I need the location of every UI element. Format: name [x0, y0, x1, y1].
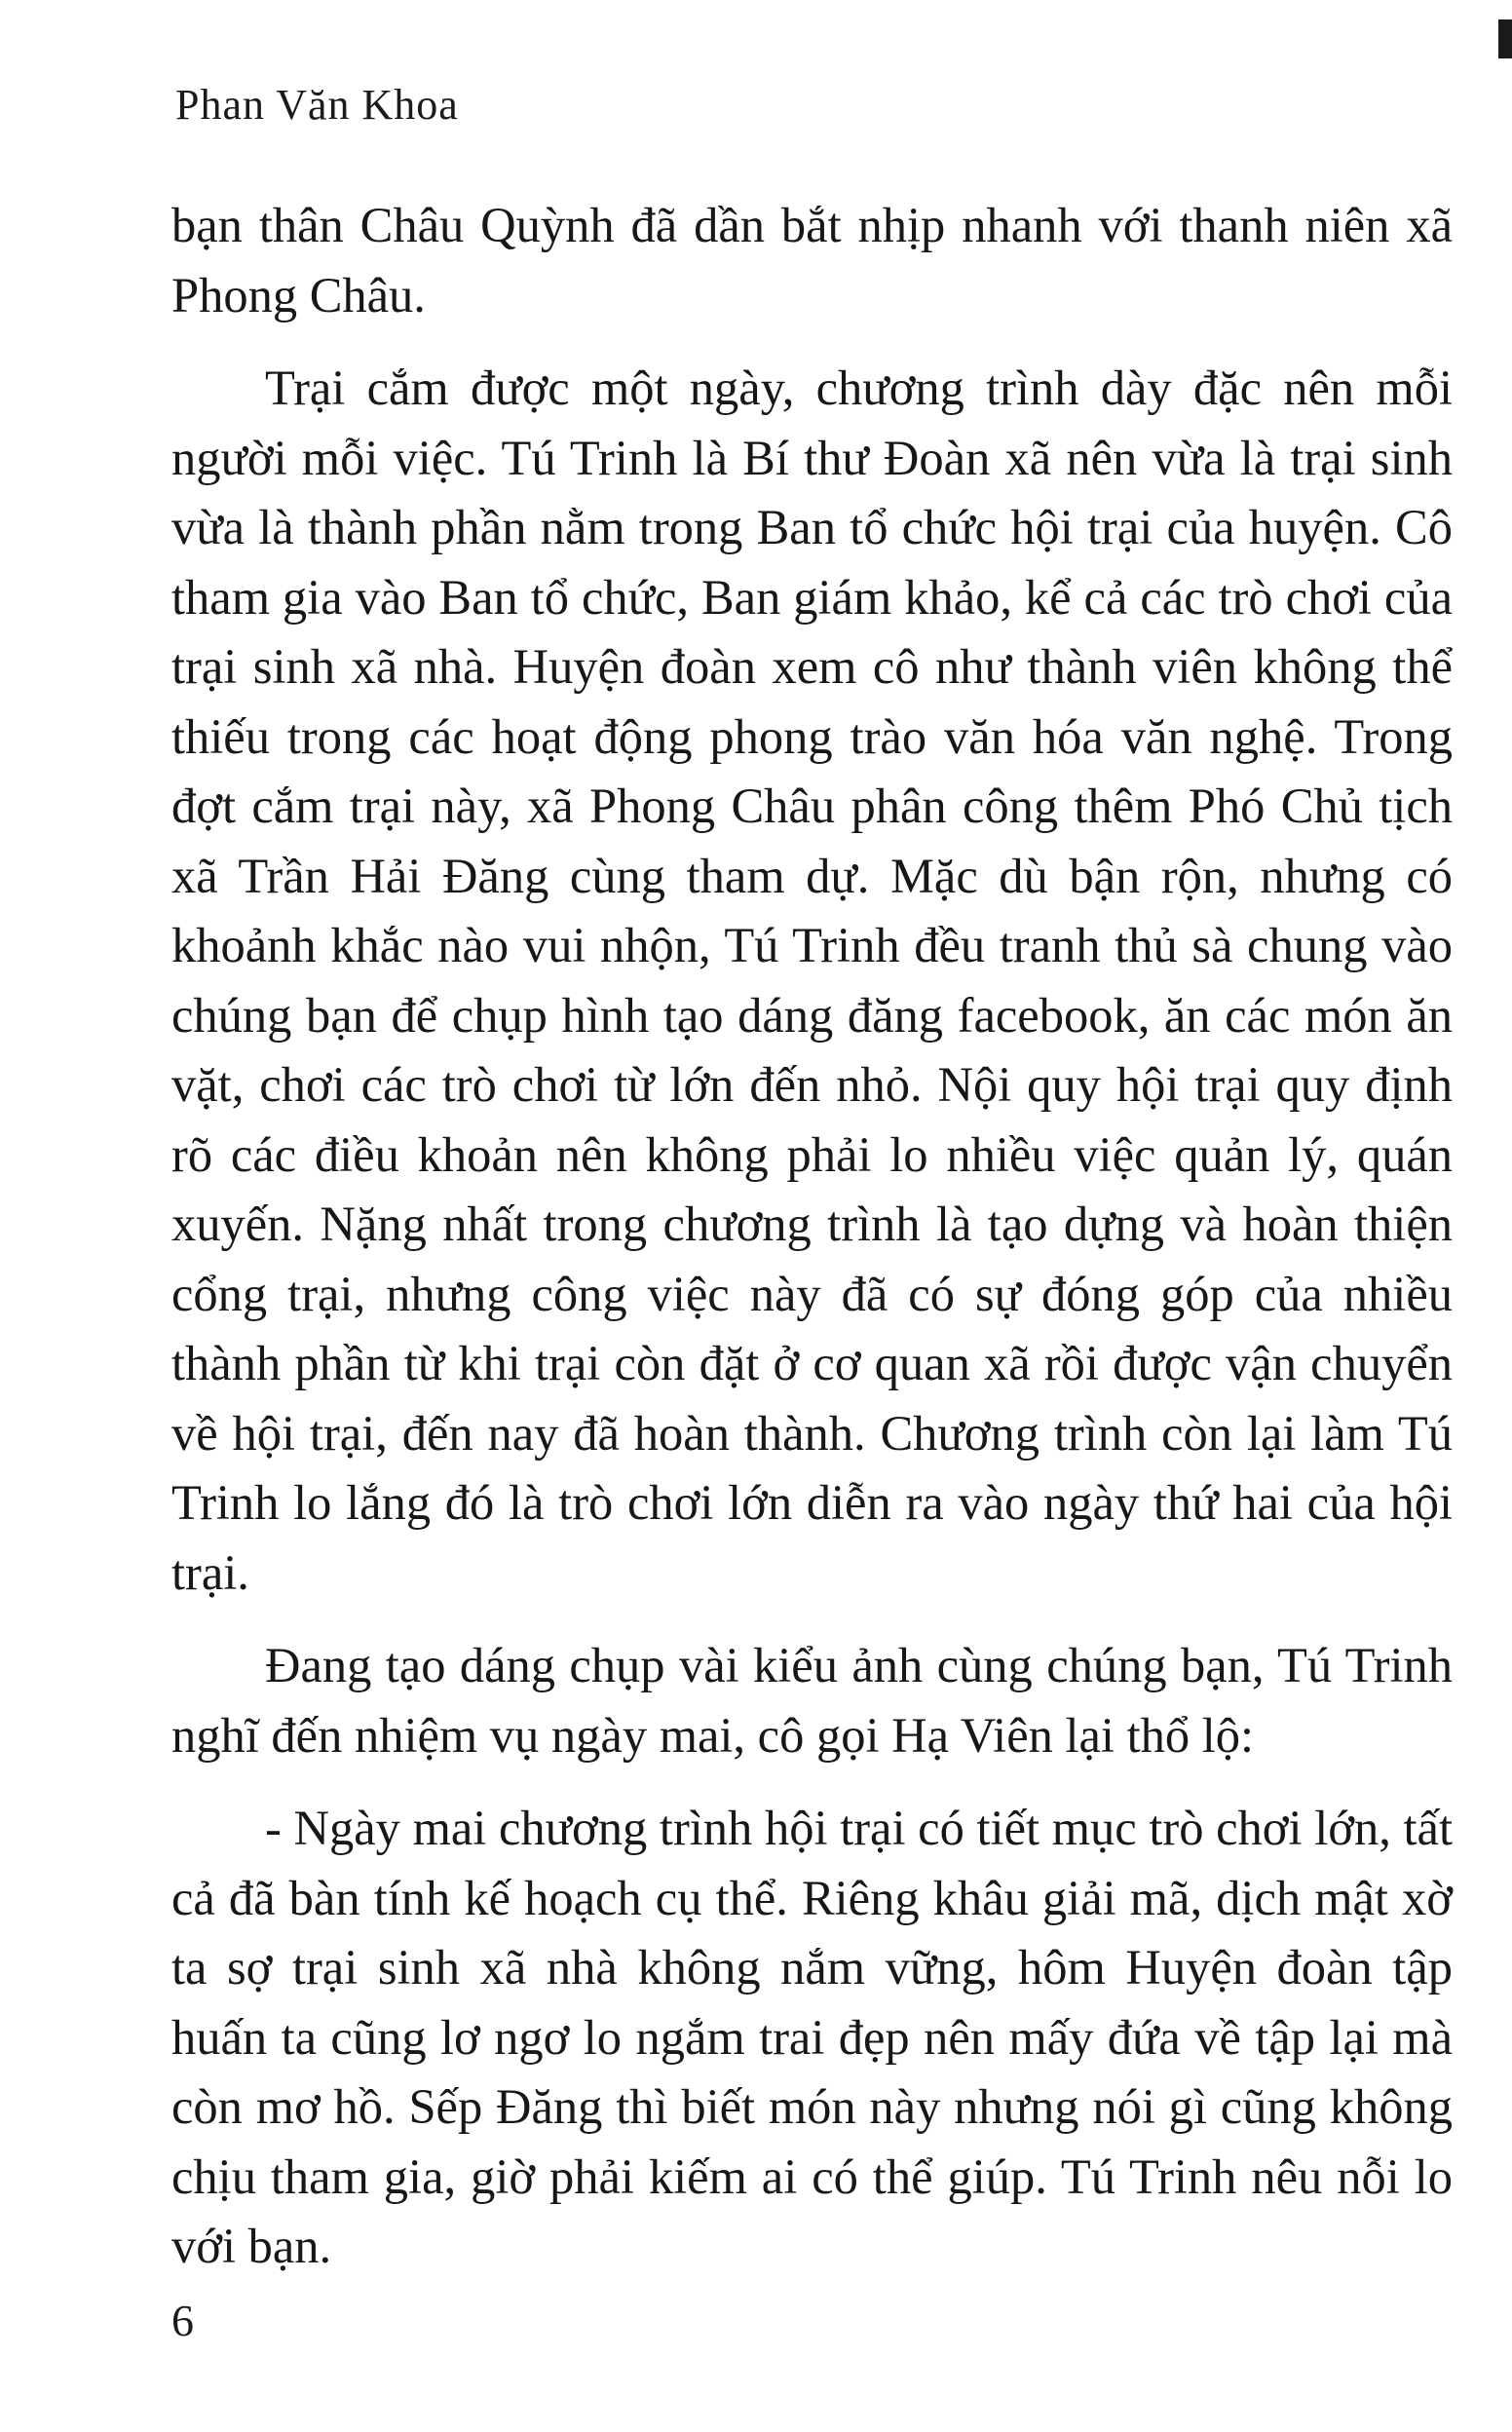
scan-edge-mark [1498, 19, 1512, 58]
running-header-author: Phan Văn Khoa [175, 81, 459, 129]
paragraph-4: - Ngày mai chương trình hội trại có tiết mục trò chơi lớn, tất cả đã bàn tính kế hoạch cụ thể. Riêng khâu giải mã, dịch mật xờ ta sợ trại sinh xã nhà không nắm vững, hôm Huyện đoàn tập huấn ta cũng lơ ngơ lo ngắm trai đẹp nên mấy đứa về tập lại mà còn mơ hồ. Sếp Đăng thì biết món này nhưng nói gì cũng không chịu tham gia, giờ phải kiếm ai có thể giúp. Tú Trinh nêu nỗi lo với bạn. [171, 1801, 1453, 2273]
page-number: 6 [171, 2296, 194, 2345]
paragraph-2: Trại cắm được một ngày, chương trình dày đặc nên mỗi người mỗi việc. Tú Trinh là Bí thư Đoàn xã nên vừa là trại sinh vừa là thành phần nằm trong Ban tổ chức hội trại của huyện. Cô tham gia vào Ban tổ chức, Ban giám khảo, kể cả các trò chơi của trại sinh xã nhà. Huyện đoàn xem cô như thành viên không thể thiếu trong các hoạt động phong trào văn hóa văn nghệ. Trong đợt cắm trại này, xã Phong Châu phân công thêm Phó Chủ tịch xã Trần Hải Đăng cùng tham dự. Mặc dù bận rộn, nhưng có khoảnh khắc nào vui nhộn, Tú Trinh đều tranh thủ sà chung vào chúng bạn để chụp hình tạo dáng đăng facebook, ăn các món ăn vặt, chơi các trò chơi từ lớn đến nhỏ. Nội quy hội trại quy định rõ các điều khoản nên không phải lo nhiều việc quản lý, quán xuyến. Nặng nhất trong chương trình là tạo dựng và hoàn thiện cổng trại, nhưng công việc này đã có sự đóng góp của nhiều thành phần từ khi trại còn đặt ở cơ quan xã rồi được vận chuyển về hội trại, đến nay đã hoàn thành. Chương trình còn lại làm Tú Trinh lo lắng đó là trò chơi lớn diễn ra vào ngày thứ hai của hội trại. [171, 361, 1453, 1600]
body-text [171, 191, 1453, 2282]
paragraph-1: bạn thân Châu Quỳnh đã dần bắt nhịp nhanh với thanh niên xã Phong Châu. [171, 198, 1453, 323]
paragraph-3: Đang tạo dáng chụp vài kiểu ảnh cùng chúng bạn, Tú Trinh nghĩ đến nhiệm vụ ngày mai, cô gọi Hạ Viên lại thổ lộ: [171, 1638, 1453, 1763]
